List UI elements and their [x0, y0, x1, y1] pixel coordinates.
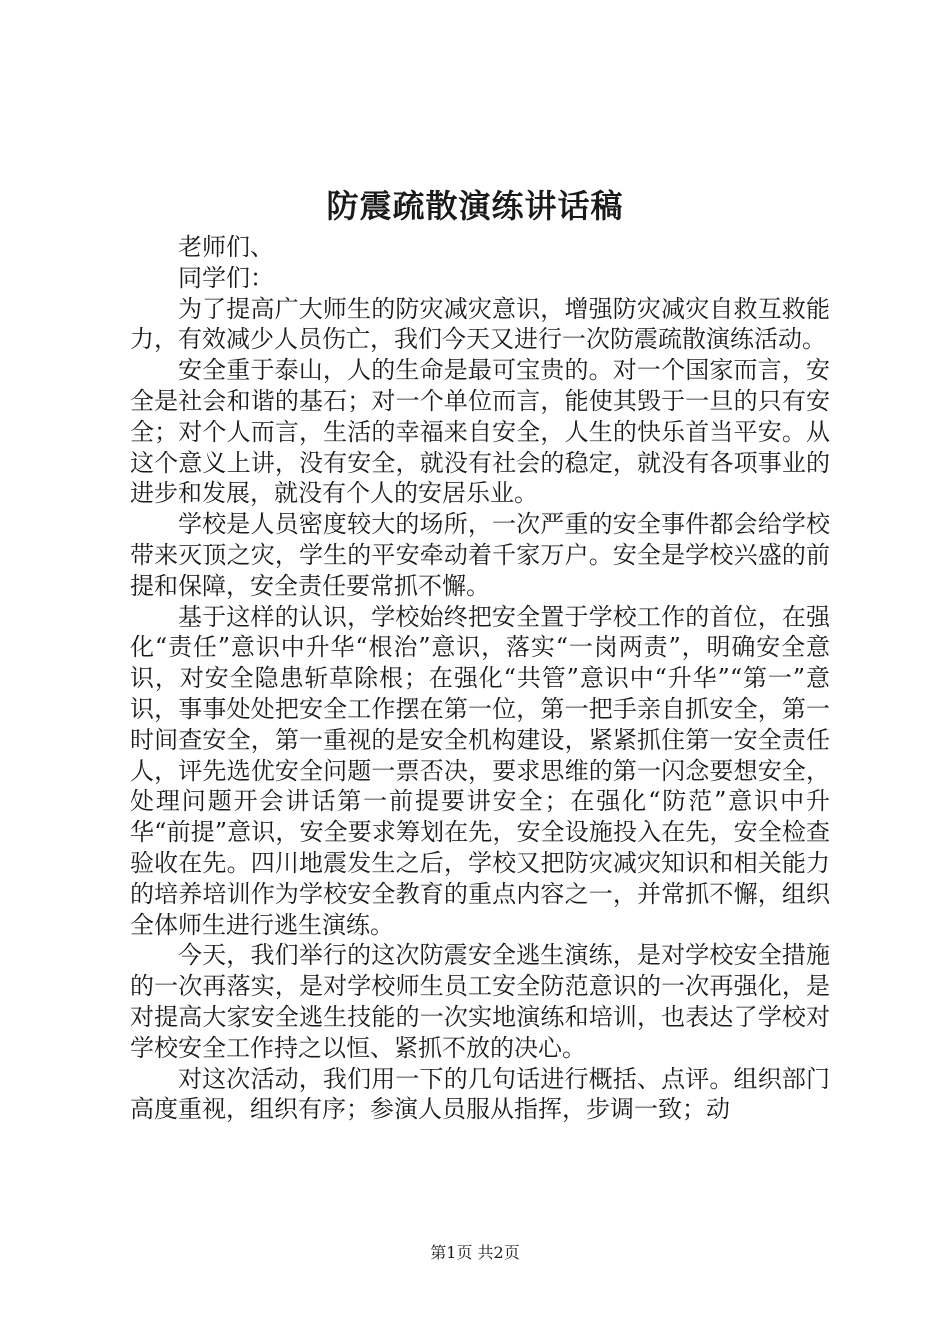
salutation-students: 同学们： — [178, 263, 274, 292]
salutation-teachers: 老师们、 — [178, 233, 274, 261]
page-number-footer: 第1页 共2页 — [430, 1243, 520, 1262]
document-body — [130, 232, 830, 1125]
paragraph-5: 今天，我们举行的这次防震安全逃生演练，是对学校安全措施的一次再落实，是对学校师生员工安全防范意识的一次再强化，是对提高大家安全逃生技能的一次实地演练和培训，也表达了学校对学校安全工作持之以恒、紧抓不放的决心。 — [130, 941, 830, 1062]
paragraph-1: 为了提高广大师生的防灾减灾意识，增强防灾减灾自救互救能力，有效减少人员伤亡，我们今天又进行一次防震疏散演练活动。 — [130, 294, 830, 354]
paragraph-6: 对这次活动，我们用一下的几句话进行概括、点评。组织部门高度重视，组织有序；参演人员服从指挥，步调一致；动 — [130, 1064, 830, 1124]
paragraph-2: 安全重于泰山，人的生命是最可宝贵的。对一个国家而言，安全是社会和谐的基石；对一个单位而言，能使其毁于一旦的只有安全；对个人而言，生活的幸福来自安全，人生的快乐首当平安。从这个意义上讲，没有安全，就没有社会的稳定，就没有各项事业的进步和发展，就没有个人的安居乐业。 — [130, 356, 830, 508]
document-title: 防震疏散演练讲话稿 — [326, 187, 624, 225]
paragraph-4: 基于这样的认识，学校始终把安全置于学校工作的首位，在强化“责任”意识中升华“根治”意识，落实“一岗两责”，明确安全意识，对安全隐患斩草除根；在强化“共管”意识中“升华”“第一”意识，事事处处把安全工作摆在第一位，第一把手亲自抓安全，第一时间查安全，第一重视的是安全机构建设，紧紧抓住第一安全责任人，评先选优安全问题一票否决，要求思维的第一闪念要想安全，处理问题开会讲话第一前提要讲安全；在强化“防范”意识中升华“前提”意识，安全要求筹划在先，安全设施投入在先，安全检查验收在先。四川地震发生之后，学校又把防灾减灾知识和相关能力的培养培训作为学校安全教育的重点内容之一，并常抓不懈，组织全体师生进行逃生演练。 — [130, 602, 830, 939]
paragraph-3: 学校是人员密度较大的场所，一次严重的安全事件都会给学校带来灭顶之灾，学生的平安牵动着千家万户。安全是学校兴盛的前提和保障，安全责任要常抓不懈。 — [130, 510, 830, 600]
